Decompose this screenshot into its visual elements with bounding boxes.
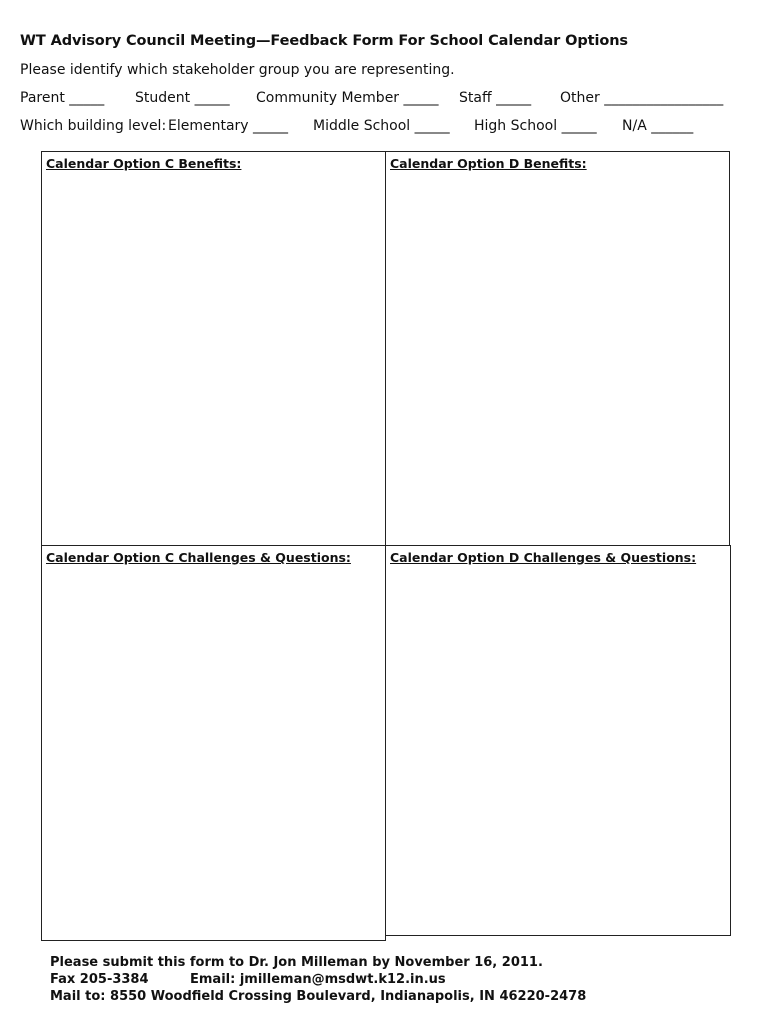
building-elementary[interactable] — [168, 118, 288, 134]
building-elementary-label: Elementary — [168, 118, 249, 134]
building-na-label: N/A — [622, 118, 647, 134]
stakeholder-parent-label: Parent — [20, 90, 65, 106]
building-na-blank[interactable]: ______ — [651, 118, 694, 134]
stakeholder-staff-label: Staff — [459, 90, 492, 106]
building-high-blank[interactable]: _____ — [561, 118, 597, 134]
stakeholder-community-label: Community Member — [256, 90, 400, 106]
option-d-benefits-heading: Calendar Option D Benefits: — [390, 156, 587, 171]
stakeholder-community[interactable] — [256, 90, 439, 106]
stakeholder-community-blank[interactable]: _____ — [403, 90, 439, 106]
email-address: Email: jmilleman@msdwt.k12.in.us — [190, 972, 446, 987]
option-c-challenges-box[interactable] — [41, 545, 386, 941]
building-high-label: High School — [474, 118, 558, 134]
option-c-benefits-box[interactable] — [41, 151, 386, 546]
form-title: WT Advisory Council Meeting—Feedback Form For School Calendar Options — [20, 33, 628, 49]
building-middle-blank[interactable]: _____ — [414, 118, 450, 134]
submit-instruction: Please submit this form to Dr. Jon Milleman by November 16, 2011. — [50, 955, 543, 970]
mailing-address: Mail to: 8550 Woodfield Crossing Boulevard, Indianapolis, IN 46220-2478 — [50, 989, 587, 1004]
fax-number: Fax 205-3384 — [50, 972, 149, 987]
stakeholder-other-blank[interactable]: _________________ — [604, 90, 724, 106]
option-c-benefits-heading: Calendar Option C Benefits: — [46, 156, 242, 171]
building-elementary-blank[interactable]: _____ — [253, 118, 289, 134]
stakeholder-other-label: Other — [560, 90, 600, 106]
option-c-challenges-heading: Calendar Option C Challenges & Questions: — [46, 550, 351, 565]
building-high[interactable] — [474, 118, 597, 134]
option-d-benefits-box[interactable] — [385, 151, 730, 546]
building-na[interactable] — [622, 118, 693, 134]
instruction-text: Please identify which stakeholder group you are representing. — [20, 62, 455, 78]
stakeholder-staff-blank[interactable]: _____ — [496, 90, 532, 106]
option-d-challenges-heading: Calendar Option D Challenges & Questions: — [390, 550, 697, 565]
stakeholder-staff[interactable] — [459, 90, 531, 106]
stakeholder-parent[interactable] — [20, 90, 104, 106]
building-level-prompt: Which building level: — [20, 118, 167, 134]
option-d-challenges-box[interactable] — [385, 545, 731, 936]
stakeholder-student-label: Student — [135, 90, 191, 106]
building-middle[interactable] — [313, 118, 450, 134]
stakeholder-student[interactable] — [135, 90, 230, 106]
stakeholder-other[interactable] — [560, 90, 723, 106]
stakeholder-student-blank[interactable]: _____ — [194, 90, 230, 106]
stakeholder-parent-blank[interactable]: _____ — [69, 90, 105, 106]
building-middle-label: Middle School — [313, 118, 411, 134]
